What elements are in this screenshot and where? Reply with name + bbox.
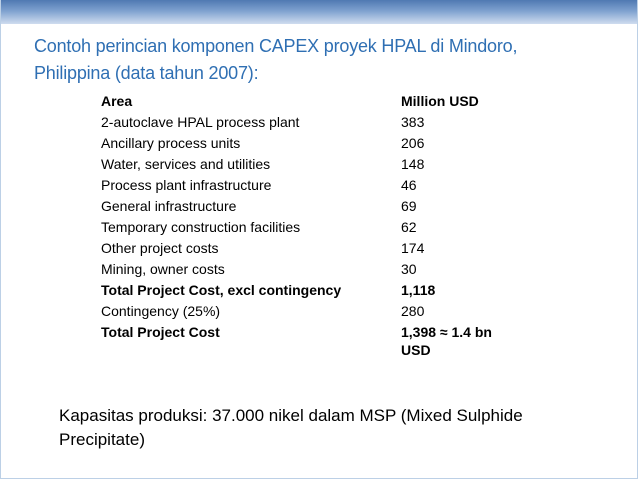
header-value: Million USD	[401, 93, 479, 109]
total-value: 1,398 ≈ 1.4 bn USD	[401, 324, 492, 358]
slide-title	[34, 33, 594, 87]
top-decorative-bar	[1, 0, 638, 24]
row-area: 2-autoclave HPAL process plant	[101, 114, 300, 130]
total-row	[97, 322, 515, 361]
row-value: 69	[401, 198, 417, 214]
row-value: 62	[401, 219, 417, 235]
row-value: 383	[401, 114, 425, 130]
table-row	[97, 259, 515, 280]
production-capacity-note: Kapasitas produksi: 37.000 nikel dalam MSP (Mixed Sulphide Precipitate)	[59, 406, 523, 449]
row-value: 280	[401, 303, 425, 319]
row-area: Water, services and utilities	[101, 156, 271, 172]
row-value: 174	[401, 240, 425, 256]
header-area: Area	[101, 93, 133, 109]
row-area: Mining, owner costs	[101, 261, 225, 277]
row-value: 46	[401, 177, 417, 193]
title-line-1: Contoh perincian komponen CAPEX proyek HPAL di Mindoro,	[34, 36, 518, 56]
table-row	[97, 238, 515, 259]
table-row	[97, 112, 515, 133]
row-area: Process plant infrastructure	[101, 177, 272, 193]
row-area: Ancillary process units	[101, 135, 241, 151]
table-row	[97, 217, 515, 238]
total-area: Total Project Cost	[101, 324, 220, 340]
row-area: Contingency (25%)	[101, 303, 221, 319]
capex-table	[97, 91, 515, 361]
row-area: Temporary construction facilities	[101, 219, 301, 235]
table-row	[97, 301, 515, 322]
subtotal-value: 1,118	[401, 282, 436, 298]
row-area: General infrastructure	[101, 198, 237, 214]
table-row	[97, 196, 515, 217]
subtotal-area: Total Project Cost, excl contingency	[101, 282, 342, 298]
row-value: 148	[401, 156, 425, 172]
table-header-row	[97, 91, 515, 112]
row-value: 30	[401, 261, 417, 277]
table-row	[97, 154, 515, 175]
row-area: Other project costs	[101, 240, 219, 256]
table-row	[97, 133, 515, 154]
subtotal-row	[97, 280, 515, 301]
table-row	[97, 175, 515, 196]
row-value: 206	[401, 135, 425, 151]
title-line-2: Philippina (data tahun 2007):	[34, 63, 259, 83]
